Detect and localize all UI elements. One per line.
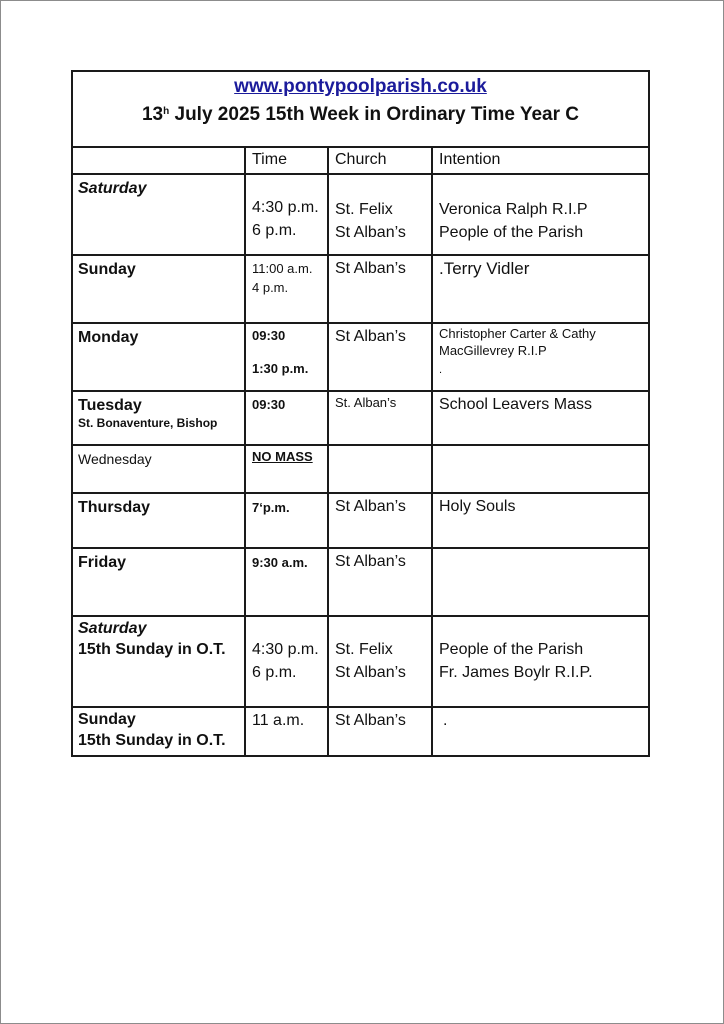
church-value: St. Felix: [335, 641, 393, 658]
table-row: [73, 548, 648, 616]
time-value: 1:30 p.m.: [252, 361, 309, 376]
intention-value: Holy Souls: [439, 498, 516, 515]
day-label: Monday: [78, 329, 139, 346]
header-intention: Intention: [432, 148, 648, 174]
intention-value: Veronica Ralph R.I.P: [439, 201, 588, 218]
feast-label: 15th Sunday in O.T.: [78, 641, 226, 658]
intention-cell: [432, 445, 648, 493]
time-value: 6 p.m.: [252, 222, 297, 239]
intention-value: .: [443, 712, 448, 729]
page-title: [73, 99, 648, 128]
time-cell: [245, 255, 328, 323]
intention-value: People of the Parish: [439, 224, 584, 241]
header-day: [73, 148, 245, 174]
intention-cell: [432, 548, 648, 616]
day-cell: [73, 707, 245, 755]
time-value: 11 a.m.: [252, 712, 305, 729]
time-value: 4:30 p.m.: [252, 199, 319, 216]
table-row: [73, 616, 648, 707]
church-value: St. Alban’s: [335, 395, 397, 410]
table-row: [73, 323, 648, 391]
time-cell: [245, 445, 328, 493]
schedule-header: [73, 72, 648, 148]
time-cell: [245, 323, 328, 391]
table-row: [73, 255, 648, 323]
church-cell: [328, 445, 432, 493]
church-value: St Alban’s: [335, 498, 406, 515]
day-label: Saturday: [78, 620, 147, 637]
day-cell: [73, 174, 245, 255]
time-value: 6 p.m.: [252, 664, 297, 681]
table-row: [73, 391, 648, 445]
intention-value: .Terry Vidler: [439, 259, 530, 278]
time-cell: [245, 548, 328, 616]
intention-value: Fr. James Boylr R.I.P.: [439, 664, 593, 681]
intention-cell: [432, 616, 648, 707]
day-label: Thursday: [78, 499, 151, 516]
time-value: 7‘p.m.: [252, 500, 290, 515]
church-cell: [328, 255, 432, 323]
day-label: Tuesday: [78, 397, 142, 414]
time-value: 9:30 a.m.: [252, 555, 308, 570]
time-cell: [245, 391, 328, 445]
time-cell: [245, 174, 328, 255]
intention-cell: [432, 391, 648, 445]
table-row: [73, 493, 648, 548]
church-value: St Alban’s: [335, 712, 406, 729]
feast-label: St. Bonaventure, Bishop: [78, 416, 218, 430]
time-value: 4 p.m.: [252, 280, 289, 295]
day-cell: [73, 616, 245, 707]
church-value: St Alban’s: [335, 260, 406, 277]
time-value: 09:30: [252, 328, 286, 343]
intention-value: Christopher Carter & Cathy: [439, 326, 596, 341]
church-cell: [328, 548, 432, 616]
church-cell: [328, 493, 432, 548]
day-cell: [73, 493, 245, 548]
church-value: St Alban’s: [335, 664, 406, 681]
intention-cell: [432, 255, 648, 323]
mass-schedule: [71, 70, 650, 757]
day-cell: [73, 391, 245, 445]
day-label: Wednesday: [78, 451, 152, 467]
feast-label: 15th Sunday in O.T.: [78, 732, 226, 749]
church-value: St Alban’s: [335, 553, 406, 570]
table-row: [73, 707, 648, 755]
title-date-day: 13: [141, 104, 164, 125]
time-cell: [245, 493, 328, 548]
day-label: Sunday: [78, 261, 136, 278]
time-cell: [245, 616, 328, 707]
church-cell: [328, 323, 432, 391]
table-row: [73, 445, 648, 493]
day-cell: [73, 548, 245, 616]
intention-cell: [432, 707, 648, 755]
table-header-row: [73, 148, 648, 174]
time-value: 11:00 a.m.: [252, 261, 313, 276]
title-rest: July 2025 15th Week in Ordinary Time Year C: [169, 104, 579, 125]
day-label: Saturday: [78, 180, 147, 197]
church-value: St. Felix: [335, 201, 393, 218]
church-cell: [328, 616, 432, 707]
day-cell: [73, 255, 245, 323]
intention-value: School Leavers Mass: [439, 396, 592, 413]
intention-value: People of the Parish: [439, 641, 584, 658]
time-value: 09:30: [252, 397, 286, 412]
time-value: 4:30 p.m.: [252, 641, 319, 658]
header-time: Time: [245, 148, 328, 174]
title-date-sup: h: [163, 106, 170, 117]
church-value: St Alban’s: [335, 224, 406, 241]
church-value: St Alban’s: [335, 328, 406, 345]
table-row: [73, 174, 648, 255]
intention-value: .: [439, 364, 443, 376]
intention-cell: [432, 323, 648, 391]
intention-cell: [432, 174, 648, 255]
header-church: Church: [328, 148, 432, 174]
day-label: Friday: [78, 554, 127, 571]
church-cell: [328, 174, 432, 255]
day-label: Sunday: [78, 711, 136, 728]
church-cell: [328, 707, 432, 755]
day-cell: [73, 323, 245, 391]
schedule-table: [73, 148, 648, 755]
day-cell: [73, 445, 245, 493]
no-mass-label: NO MASS: [252, 449, 313, 464]
intention-value: MacGillevrey R.I.P: [439, 343, 547, 358]
church-cell: [328, 391, 432, 445]
time-cell: [245, 707, 328, 755]
website-link[interactable]: www.pontypoolparish.co.uk: [234, 76, 487, 97]
intention-cell: [432, 493, 648, 548]
